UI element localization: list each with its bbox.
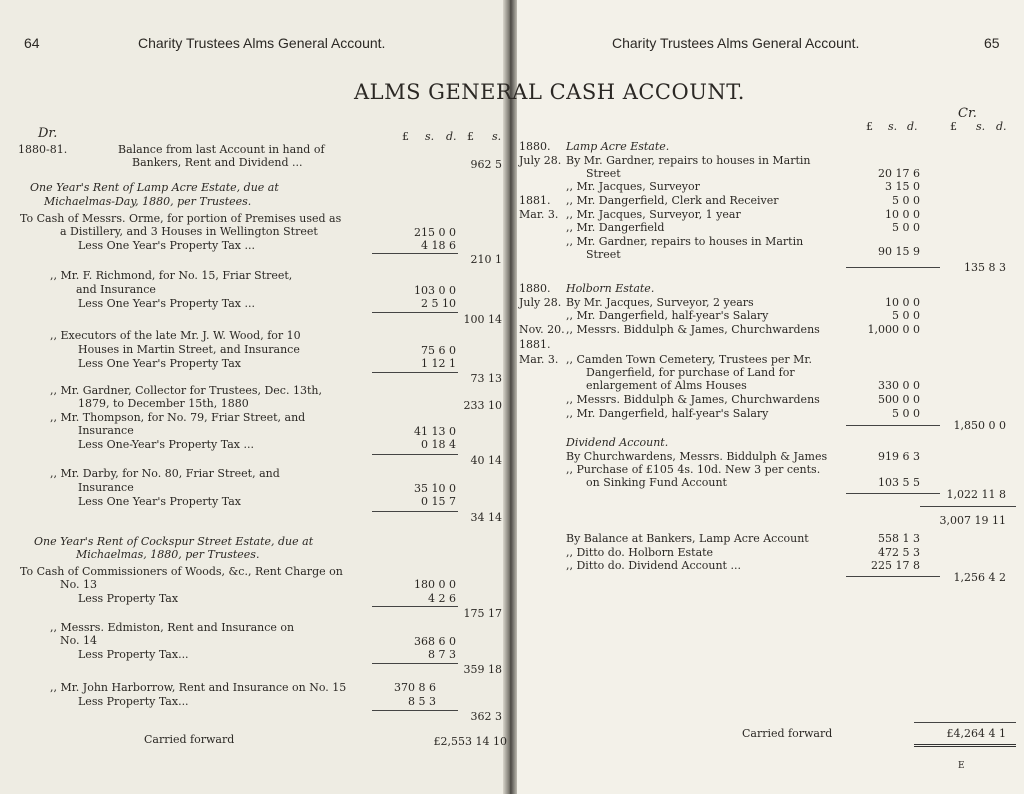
jacques-surveyor: ,, Mr. Jacques, Surveyor [566, 180, 700, 193]
col-head-shillings-2: s. [492, 130, 502, 143]
debit-label: Dr. [38, 126, 58, 141]
date-july-28-b: July 28. [519, 296, 562, 309]
darby-tax: 0 15 7 [421, 495, 456, 508]
orme-tax: 4 18 6 [421, 239, 456, 252]
dangerfield-clerk-amount: 5 0 0 [892, 194, 920, 207]
carried-top-rule [914, 722, 1016, 723]
gardner-line-2: 1879, to December 15th, 1880 [78, 397, 249, 410]
date-1881-b: 1881. [519, 338, 551, 351]
thompson-tax-label: Less One-Year's Property Tax ... [78, 438, 254, 451]
col-head-pence-r: d. [907, 120, 918, 133]
thompson-net: 40 14 [470, 454, 502, 467]
balance-lamp-acre-amount: 558 1 3 [878, 532, 920, 545]
dangerfield-2: ,, Mr. Dangerfield [566, 221, 665, 234]
lamp-rent-line-1: One Year's Rent of Lamp Acre Estate, due at [30, 181, 279, 194]
lamp-acre-total: 135 8 3 [964, 261, 1006, 274]
dividend-churchwardens: By Churchwardens, Messrs. Biddulph & James [566, 450, 828, 463]
col-head-shillings: s. [425, 130, 435, 143]
dividend-rule [846, 493, 940, 494]
richmond-tax: 2 5 10 [421, 297, 456, 310]
carried-double-rule [914, 744, 1016, 747]
jacques-one-year-amount: 10 0 0 [885, 208, 920, 221]
gardner-repairs-amount: 20 17 6 [878, 167, 920, 180]
dividend-purchase-line-2: on Sinking Fund Account [586, 476, 727, 489]
balance-dividend: ,, Ditto do. Dividend Account ... [566, 559, 741, 572]
wood-line-1: ,, Executors of the late Mr. J. W. Wood, for 10 [50, 329, 301, 342]
gardner-repairs-line-2: Street [586, 167, 621, 180]
biddulph-james-2: ,, Messrs. Biddulph & James, Churchwardens [566, 393, 820, 406]
woods-amount: 180 0 0 [414, 578, 456, 591]
lamp-rent-line-2: Michaelmas-Day, 1880, per Trustees. [44, 195, 252, 208]
jacques-one-year: ,, Mr. Jacques, Surveyor, 1 year [566, 208, 741, 221]
col-head-shillings-r: s. [888, 120, 898, 133]
cockspur-line-2: Michaelmas, 1880, per Trustees. [76, 548, 260, 561]
harborrow-rule [372, 710, 458, 711]
col-head-pounds-r2: £ [950, 120, 957, 133]
left-carried-forward-amount: £2,553 14 10 [433, 735, 507, 748]
date-1881: 1881. [519, 194, 551, 207]
woods-line-1: To Cash of Commissioners of Woods, &c., Rent Charge on [20, 565, 343, 578]
date-mar-3: Mar. 3. [519, 208, 559, 221]
edmiston-line-2: No. 14 [60, 634, 98, 647]
col-head-pence: d. [446, 130, 457, 143]
edmiston-line-1: ,, Messrs. Edmiston, Rent and Insurance on [50, 621, 295, 634]
book-gutter [503, 0, 517, 794]
orme-amount: 215 0 0 [414, 226, 456, 239]
gardner-repairs-line-1: By Mr. Gardner, repairs to houses in Martin [566, 154, 811, 167]
balance-dividend-amount: 225 17 8 [871, 559, 920, 572]
woods-rule [372, 606, 458, 607]
orme-line-1: To Cash of Messrs. Orme, for portion of Premises used as [20, 212, 342, 225]
richmond-amount: 103 0 0 [414, 284, 456, 297]
page-title: ALMS GENERAL CASH ACCOUNT. [354, 80, 745, 104]
col-head-pounds-2: £ [467, 130, 474, 143]
right-running-title: Charity Trustees Alms General Account. [612, 35, 860, 51]
wood-tax-label: Less One Year's Property Tax [78, 357, 241, 370]
balance-amount: 962 5 [470, 158, 502, 171]
darby-rule [372, 511, 458, 512]
balance-lamp-acre: By Balance at Bankers, Lamp Acre Account [566, 532, 809, 545]
orme-line-2: a Distillery, and 3 Houses in Wellington Street [60, 225, 318, 238]
col-head-pence-r2: d. [996, 120, 1007, 133]
edmiston-tax: 8 7 3 [428, 648, 456, 661]
woods-tax-label: Less Property Tax [78, 592, 179, 605]
col-head-pounds-r: £ [866, 120, 873, 133]
dividend-purchase-amount: 103 5 5 [878, 476, 920, 489]
darby-net: 34 14 [470, 511, 502, 524]
wood-amount: 75 6 0 [421, 344, 456, 357]
harborrow-net: 362 3 [470, 710, 502, 723]
woods-net: 175 17 [463, 607, 502, 620]
wood-rule [372, 372, 458, 373]
right-carried-forward-label: Carried forward [742, 727, 833, 740]
cockspur-line-1: One Year's Rent of Cockspur Street Estate, due at [34, 535, 314, 548]
thompson-amount: 41 13 0 [414, 425, 456, 438]
dangerfield-half-year: ,, Mr. Dangerfield, half-year's Salary [566, 309, 769, 322]
darby-tax-label: Less One Year's Property Tax [78, 495, 241, 508]
thompson-line-2: Insurance [78, 424, 134, 437]
camden-line-2: Dangerfield, for purchase of Land for [586, 366, 795, 379]
wood-line-2: Houses in Martin Street, and Insurance [78, 343, 300, 356]
dividend-churchwardens-amount: 919 6 3 [878, 450, 920, 463]
harborrow-line-1: ,, Mr. John Harborrow, Rent and Insurance on No. 15 [50, 681, 347, 694]
jacques-two-years: By Mr. Jacques, Surveyor, 2 years [566, 296, 754, 309]
edmiston-net: 359 18 [463, 663, 502, 676]
lamp-acre-rule [846, 267, 940, 268]
holborn-heading: Holborn Estate. [566, 282, 655, 295]
balance-line-2: Bankers, Rent and Dividend ... [132, 156, 303, 169]
biddulph-james-1: ,, Messrs. Biddulph & James, Churchwardens [566, 323, 820, 336]
holborn-total: 1,850 0 0 [953, 419, 1006, 432]
orme-net: 210 1 [470, 253, 502, 266]
harborrow-tax-label: Less Property Tax... [78, 695, 189, 708]
dangerfield-2-amount: 5 0 0 [892, 221, 920, 234]
orme-rule [372, 253, 458, 254]
camden-line-1: ,, Camden Town Cemetery, Trustees per Mr. [566, 353, 812, 366]
harborrow-tax: 8 5 3 [408, 695, 436, 708]
jacques-two-years-amount: 10 0 0 [885, 296, 920, 309]
darby-line-1: ,, Mr. Darby, for No. 80, Friar Street, and [50, 467, 280, 480]
credit-label: Cr. [958, 106, 977, 121]
edmiston-amount: 368 6 0 [414, 635, 456, 648]
darby-amount: 35 10 0 [414, 482, 456, 495]
date-mar-3-b: Mar. 3. [519, 353, 559, 366]
richmond-rule [372, 312, 458, 313]
thompson-rule [372, 454, 458, 455]
woods-tax: 4 2 6 [428, 592, 456, 605]
edmiston-rule [372, 663, 458, 664]
jacques-surveyor-amount: 3 15 0 [885, 180, 920, 193]
edmiston-tax-label: Less Property Tax... [78, 648, 189, 661]
balance-total: 1,256 4 2 [953, 571, 1006, 584]
date-1880: 1880. [519, 140, 551, 153]
date-nov-20: Nov. 20. [519, 323, 565, 336]
gardner-line-1: ,, Mr. Gardner, Collector for Trustees, Dec. 13th, [50, 384, 322, 397]
biddulph-james-2-amount: 500 0 0 [878, 393, 920, 406]
gardner-repairs-2-amount: 90 15 9 [878, 245, 920, 258]
darby-line-2: Insurance [78, 481, 134, 494]
dangerfield-half-year-2-amount: 5 0 0 [892, 407, 920, 420]
woods-line-2: No. 13 [60, 578, 98, 591]
balance-holborn-amount: 472 5 3 [878, 546, 920, 559]
richmond-line-2: and Insurance [76, 283, 156, 296]
left-page [0, 0, 510, 794]
orme-tax-label: Less One Year's Property Tax ... [78, 239, 255, 252]
richmond-net: 100 14 [463, 313, 502, 326]
balance-rule [846, 576, 940, 577]
wood-net: 73 13 [470, 372, 502, 385]
dangerfield-half-year-2: ,, Mr. Dangerfield, half-year's Salary [566, 407, 769, 420]
richmond-line-1: ,, Mr. F. Richmond, for No. 15, Friar Street, [50, 269, 293, 282]
col-head-shillings-r2: s. [976, 120, 986, 133]
balance-holborn: ,, Ditto do. Holborn Estate [566, 546, 714, 559]
holborn-rule [846, 425, 940, 426]
left-page-number: 64 [24, 35, 40, 51]
balance-line-1: Balance from last Account in hand of [118, 143, 325, 156]
dividend-total: 1,022 11 8 [946, 488, 1006, 501]
left-running-title: Charity Trustees Alms General Account. [138, 35, 386, 51]
dividend-heading: Dividend Account. [566, 436, 669, 449]
gardner-repairs-2-line-1: ,, Mr. Gardner, repairs to houses in Martin [566, 235, 804, 248]
harborrow-amount: 370 8 6 [394, 681, 436, 694]
sum-rule [920, 506, 1016, 507]
camden-amount: 330 0 0 [878, 379, 920, 392]
gardner-net: 233 10 [463, 399, 502, 412]
biddulph-james-1-amount: 1,000 0 0 [867, 323, 920, 336]
signature-letter: E [958, 761, 965, 771]
date-1880-b: 1880. [519, 282, 551, 295]
year-label: 1880-81. [18, 143, 68, 156]
camden-line-3: enlargement of Alms Houses [586, 379, 747, 392]
dangerfield-half-year-amount: 5 0 0 [892, 309, 920, 322]
col-head-pounds: £ [402, 130, 409, 143]
lamp-acre-heading: Lamp Acre Estate. [566, 140, 670, 153]
sum-total: 3,007 19 11 [939, 514, 1006, 527]
right-page-number: 65 [984, 35, 1000, 51]
thompson-tax: 0 18 4 [421, 438, 456, 451]
gardner-repairs-2-line-2: Street [586, 248, 621, 261]
dangerfield-clerk: ,, Mr. Dangerfield, Clerk and Receiver [566, 194, 779, 207]
right-carried-forward-amount: £4,264 4 1 [946, 727, 1006, 740]
dividend-purchase-line-1: ,, Purchase of £105 4s. 10d. New 3 per cents. [566, 463, 821, 476]
richmond-tax-label: Less One Year's Property Tax ... [78, 297, 255, 310]
thompson-line-1: ,, Mr. Thompson, for No. 79, Friar Street, and [50, 411, 306, 424]
wood-tax: 1 12 1 [421, 357, 456, 370]
date-july-28: July 28. [519, 154, 562, 167]
left-carried-forward-label: Carried forward [144, 733, 235, 746]
